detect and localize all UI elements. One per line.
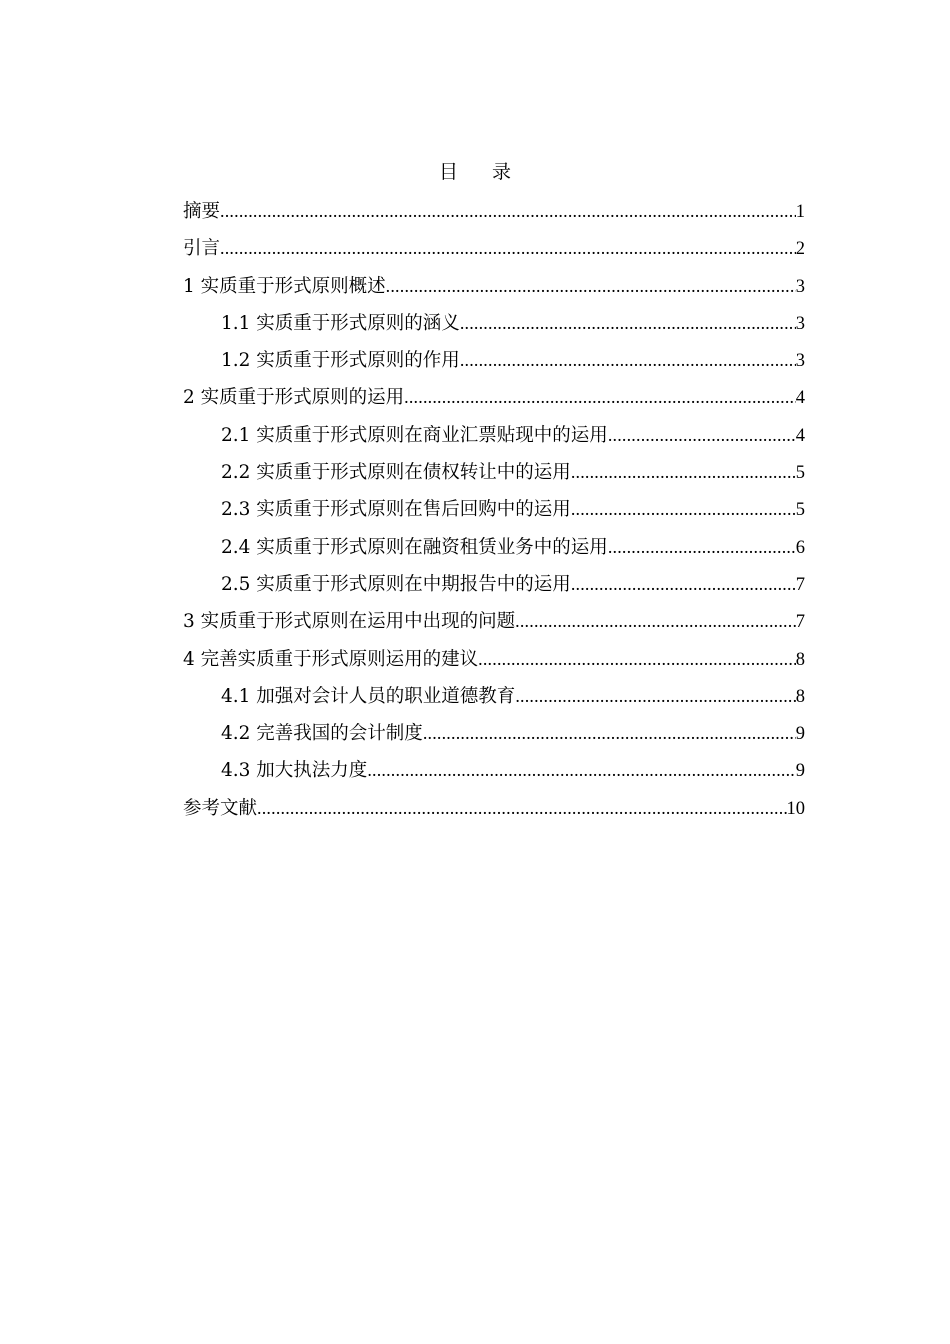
toc-entry[interactable] bbox=[183, 752, 805, 789]
toc-dot-leader bbox=[608, 417, 796, 454]
toc-dot-leader bbox=[460, 342, 796, 379]
toc-entry[interactable] bbox=[183, 491, 805, 528]
toc-page-number: 9 bbox=[795, 724, 805, 745]
toc-entry-label: 4.2 完善我国的会计制度 bbox=[221, 723, 423, 745]
toc-entry[interactable] bbox=[183, 417, 805, 454]
toc-entry[interactable] bbox=[183, 193, 805, 230]
table-of-contents bbox=[183, 193, 805, 827]
toc-entry[interactable] bbox=[183, 790, 805, 827]
toc-entry[interactable] bbox=[183, 305, 805, 342]
toc-entry-label: 2.2 实质重于形式原则在债权转让中的运用 bbox=[221, 462, 571, 484]
toc-entry-label: 4.3 加大执法力度 bbox=[221, 760, 368, 782]
toc-entry[interactable] bbox=[183, 230, 805, 267]
toc-page-number: 4 bbox=[795, 425, 805, 446]
toc-dot-leader bbox=[367, 752, 795, 789]
toc-dot-leader bbox=[220, 193, 796, 230]
toc-entry-label: 1 实质重于形式原则概述 bbox=[183, 275, 386, 297]
toc-entry-label: 2.5 实质重于形式原则在中期报告中的运用 bbox=[221, 573, 571, 595]
toc-dot-leader bbox=[571, 454, 796, 491]
toc-page-number: 5 bbox=[795, 500, 805, 521]
toc-page-number: 2 bbox=[795, 239, 805, 260]
toc-entry[interactable] bbox=[183, 379, 805, 416]
toc-page-number: 10 bbox=[786, 798, 805, 819]
toc-dot-leader bbox=[608, 529, 796, 566]
toc-title: 目 录 bbox=[438, 161, 526, 183]
toc-dot-leader bbox=[515, 678, 795, 715]
toc-dot-leader bbox=[404, 379, 796, 416]
toc-page-number: 7 bbox=[795, 574, 805, 595]
toc-dot-leader bbox=[257, 790, 786, 827]
toc-dot-leader bbox=[478, 641, 796, 678]
toc-page-number: 3 bbox=[795, 351, 805, 372]
toc-entry-label: 引言 bbox=[183, 238, 221, 260]
toc-page-number: 1 bbox=[795, 202, 805, 222]
toc-dot-leader bbox=[571, 491, 796, 528]
toc-entry-label: 3 实质重于形式原则在运用中出现的问题 bbox=[183, 611, 516, 633]
toc-entry[interactable] bbox=[183, 566, 805, 603]
toc-page-number: 9 bbox=[795, 761, 805, 782]
toc-entry-label: 4.1 加强对会计人员的职业道德教育 bbox=[221, 685, 516, 707]
toc-entry[interactable] bbox=[183, 678, 805, 715]
toc-entry[interactable] bbox=[183, 342, 805, 379]
toc-entry-label: 2.1 实质重于形式原则在商业汇票贴现中的运用 bbox=[221, 424, 608, 446]
toc-entry[interactable] bbox=[183, 529, 805, 566]
toc-page-number: 5 bbox=[795, 463, 805, 484]
toc-page-number: 6 bbox=[795, 537, 805, 558]
toc-dot-leader bbox=[460, 305, 796, 342]
toc-entry-label: 2.3 实质重于形式原则在售后回购中的运用 bbox=[221, 499, 571, 521]
toc-page-number: 7 bbox=[795, 612, 805, 633]
toc-entry[interactable] bbox=[183, 603, 805, 640]
toc-entry[interactable] bbox=[183, 715, 805, 752]
toc-entry[interactable] bbox=[183, 641, 805, 678]
toc-dot-leader bbox=[515, 603, 796, 640]
toc-dot-leader bbox=[571, 566, 796, 603]
toc-entry-label: 1.2 实质重于形式原则的作用 bbox=[221, 350, 460, 372]
toc-entry-label: 2.4 实质重于形式原则在融资租赁业务中的运用 bbox=[221, 536, 608, 558]
toc-page-number: 3 bbox=[795, 276, 805, 297]
toc-entry-label: 1.1 实质重于形式原则的涵义 bbox=[221, 312, 460, 334]
toc-entry-label: 4 完善实质重于形式原则运用的建议 bbox=[183, 648, 479, 670]
toc-page-number: 8 bbox=[795, 649, 805, 670]
toc-entry-label: 2 实质重于形式原则的运用 bbox=[183, 387, 405, 409]
toc-entry-label: 参考文献 bbox=[183, 797, 258, 819]
toc-dot-leader bbox=[220, 230, 796, 267]
toc-entry[interactable] bbox=[183, 454, 805, 491]
toc-page-number: 8 bbox=[795, 686, 805, 707]
toc-dot-leader bbox=[423, 715, 796, 752]
toc-entry-label: 摘要 bbox=[183, 201, 221, 222]
toc-page-number: 3 bbox=[795, 313, 805, 334]
toc-dot-leader bbox=[386, 268, 796, 305]
toc-page-number: 4 bbox=[795, 388, 805, 409]
toc-entry[interactable] bbox=[183, 268, 805, 305]
